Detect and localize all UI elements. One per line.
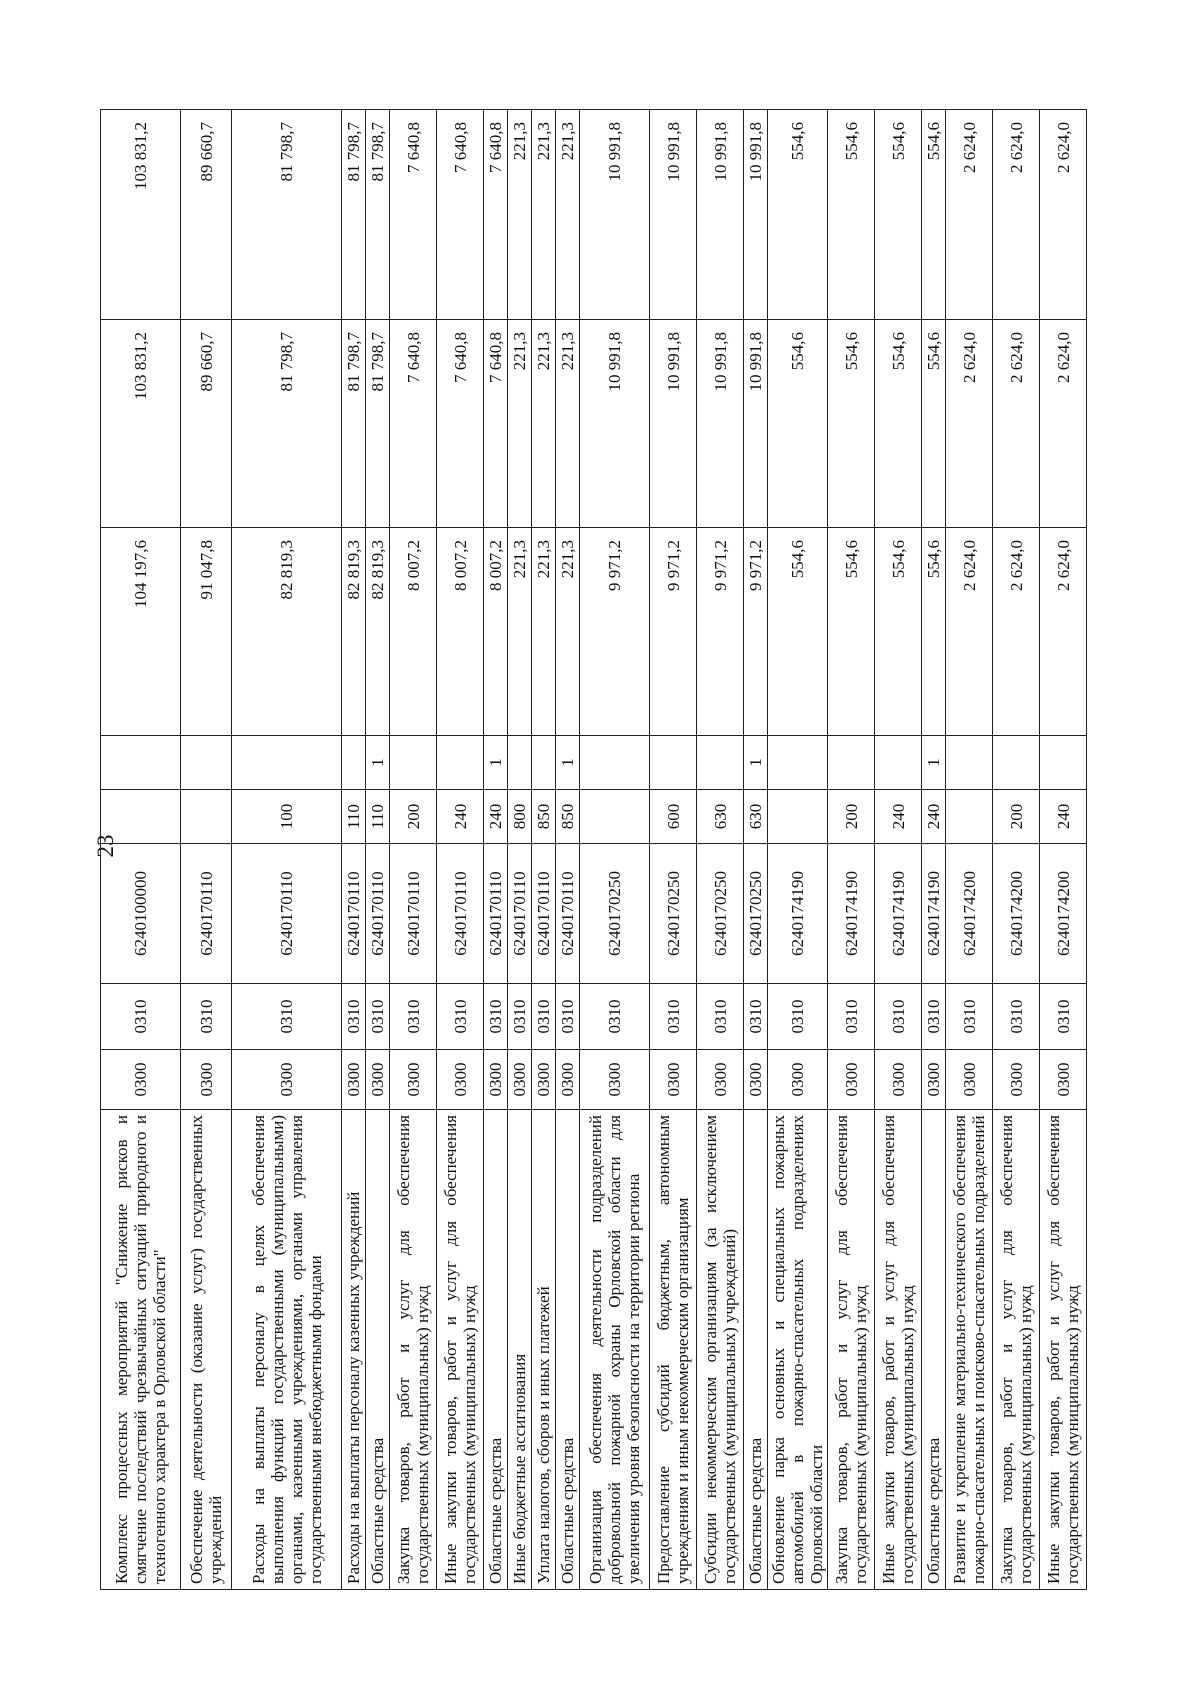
- row-name: Субсидии некоммерческим организациям (за исключением государственных (муниципальных) учреждений): [697, 1110, 744, 1590]
- funding-mark: [437, 736, 484, 790]
- row-name: Областные средства: [922, 1110, 946, 1590]
- funding-mark: 1: [484, 736, 508, 790]
- section-code: 0300: [768, 1050, 828, 1110]
- target-article-code: 6240174190: [922, 844, 946, 984]
- subsection-code: 0310: [181, 984, 232, 1050]
- amount-year-1: 82 819,3: [342, 528, 366, 736]
- expense-type-code: 200: [390, 790, 437, 844]
- expense-type-code: 850: [532, 790, 556, 844]
- target-article-code: 6240174200: [946, 844, 993, 984]
- expense-type-code: 800: [508, 790, 532, 844]
- funding-mark: [650, 736, 697, 790]
- expense-type-code: [768, 790, 828, 844]
- expense-type-code: 100: [232, 790, 342, 844]
- budget-table: [100, 109, 1087, 1590]
- amount-year-2: 554,6: [768, 320, 828, 528]
- section-code: 0300: [342, 1050, 366, 1110]
- section-code: 0300: [556, 1050, 580, 1110]
- section-code: 0300: [366, 1050, 390, 1110]
- amount-year-2: 554,6: [922, 320, 946, 528]
- amount-year-2: 10 991,8: [697, 320, 744, 528]
- section-code: 0300: [744, 1050, 768, 1110]
- amount-year-1: 9 971,2: [580, 528, 650, 736]
- subsection-code: 0310: [580, 984, 650, 1050]
- target-article-code: 6240170250: [697, 844, 744, 984]
- table-row: [922, 110, 946, 1590]
- table-row: [1040, 110, 1087, 1590]
- funding-mark: [532, 736, 556, 790]
- amount-year-2: 10 991,8: [650, 320, 697, 528]
- subsection-code: 0310: [1040, 984, 1087, 1050]
- target-article-code: 6240170250: [744, 844, 768, 984]
- target-article-code: 6240174190: [875, 844, 922, 984]
- target-article-code: 6240170110: [232, 844, 342, 984]
- amount-year-1: 9 971,2: [744, 528, 768, 736]
- target-article-code: 6240170110: [390, 844, 437, 984]
- subsection-code: 0310: [101, 984, 181, 1050]
- subsection-code: 0310: [650, 984, 697, 1050]
- row-name: Закупка товаров, работ и услуг для обеспечения государственных (муниципальных) нужд: [390, 1110, 437, 1590]
- amount-year-3: 554,6: [922, 110, 946, 320]
- amount-year-1: 8 007,2: [437, 528, 484, 736]
- amount-year-2: 221,3: [556, 320, 580, 528]
- amount-year-3: 89 660,7: [181, 110, 232, 320]
- expense-type-code: [580, 790, 650, 844]
- target-article-code: 6240170110: [342, 844, 366, 984]
- section-code: 0300: [484, 1050, 508, 1110]
- amount-year-1: 554,6: [875, 528, 922, 736]
- amount-year-2: 554,6: [828, 320, 875, 528]
- funding-mark: [768, 736, 828, 790]
- expense-type-code: [946, 790, 993, 844]
- amount-year-3: 81 798,7: [342, 110, 366, 320]
- amount-year-3: 2 624,0: [1040, 110, 1087, 320]
- target-article-code: 6240100000: [101, 844, 181, 984]
- subsection-code: 0310: [922, 984, 946, 1050]
- target-article-code: 6240170250: [580, 844, 650, 984]
- section-code: 0300: [532, 1050, 556, 1110]
- row-name: Областные средства: [484, 1110, 508, 1590]
- amount-year-2: 10 991,8: [744, 320, 768, 528]
- target-article-code: 6240170250: [650, 844, 697, 984]
- subsection-code: 0310: [532, 984, 556, 1050]
- page-number: 23: [93, 834, 118, 858]
- row-name: Расходы на выплаты персоналу в целях обеспечения выполнения функций государственными (муниципальными) органами, казенными учреждениями, органами управления государственными внебюджетными фондами: [232, 1110, 342, 1590]
- table-row: [768, 110, 828, 1590]
- table-row: [532, 110, 556, 1590]
- subsection-code: 0310: [508, 984, 532, 1050]
- target-article-code: 6240174200: [993, 844, 1040, 984]
- amount-year-1: 9 971,2: [650, 528, 697, 736]
- amount-year-3: 10 991,8: [650, 110, 697, 320]
- amount-year-1: 82 819,3: [232, 528, 342, 736]
- section-code: 0300: [875, 1050, 922, 1110]
- funding-mark: [875, 736, 922, 790]
- section-code: 0300: [580, 1050, 650, 1110]
- section-code: 0300: [946, 1050, 993, 1110]
- section-code: 0300: [508, 1050, 532, 1110]
- section-code: 0300: [232, 1050, 342, 1110]
- target-article-code: 6240170110: [556, 844, 580, 984]
- funding-mark: [828, 736, 875, 790]
- amount-year-2: 81 798,7: [342, 320, 366, 528]
- section-code: 0300: [650, 1050, 697, 1110]
- subsection-code: 0310: [556, 984, 580, 1050]
- amount-year-3: 10 991,8: [580, 110, 650, 320]
- row-name: Закупка товаров, работ и услуг для обеспечения государственных (муниципальных) нужд: [828, 1110, 875, 1590]
- expense-type-code: 850: [556, 790, 580, 844]
- expense-type-code: 240: [875, 790, 922, 844]
- subsection-code: 0310: [946, 984, 993, 1050]
- funding-mark: [232, 736, 342, 790]
- amount-year-2: 221,3: [508, 320, 532, 528]
- amount-year-3: 7 640,8: [390, 110, 437, 320]
- amount-year-1: 221,3: [532, 528, 556, 736]
- amount-year-2: 7 640,8: [390, 320, 437, 528]
- subsection-code: 0310: [437, 984, 484, 1050]
- amount-year-1: 554,6: [768, 528, 828, 736]
- row-name: Закупка товаров, работ и услуг для обеспечения государственных (муниципальных) нужд: [993, 1110, 1040, 1590]
- amount-year-1: 221,3: [556, 528, 580, 736]
- amount-year-1: 2 624,0: [1040, 528, 1087, 736]
- amount-year-2: 7 640,8: [484, 320, 508, 528]
- funding-mark: [946, 736, 993, 790]
- subsection-code: 0310: [390, 984, 437, 1050]
- section-code: 0300: [181, 1050, 232, 1110]
- amount-year-3: 554,6: [875, 110, 922, 320]
- amount-year-1: 2 624,0: [993, 528, 1040, 736]
- amount-year-3: 2 624,0: [946, 110, 993, 320]
- rotated-table-container: [100, 110, 1100, 1590]
- row-name: Комплекс процессных мероприятий "Снижение рисков и смягчение последствий чрезвычайных ситуаций природного и техногенного характера в Орловской области": [101, 1110, 181, 1590]
- table-row: [366, 110, 390, 1590]
- expense-type-code: 600: [650, 790, 697, 844]
- subsection-code: 0310: [697, 984, 744, 1050]
- funding-mark: [181, 736, 232, 790]
- expense-type-code: 240: [484, 790, 508, 844]
- expense-type-code: 240: [1040, 790, 1087, 844]
- amount-year-3: 221,3: [508, 110, 532, 320]
- subsection-code: 0310: [828, 984, 875, 1050]
- table-row: [697, 110, 744, 1590]
- subsection-code: 0310: [768, 984, 828, 1050]
- funding-mark: [993, 736, 1040, 790]
- expense-type-code: 630: [744, 790, 768, 844]
- amount-year-2: 2 624,0: [946, 320, 993, 528]
- subsection-code: 0310: [342, 984, 366, 1050]
- amount-year-3: 221,3: [556, 110, 580, 320]
- row-name: Областные средства: [744, 1110, 768, 1590]
- target-article-code: 6240170110: [437, 844, 484, 984]
- expense-type-code: 630: [697, 790, 744, 844]
- funding-mark: [390, 736, 437, 790]
- row-name: Областные средства: [556, 1110, 580, 1590]
- table-row: [946, 110, 993, 1590]
- target-article-code: 6240174190: [828, 844, 875, 984]
- amount-year-2: 554,6: [875, 320, 922, 528]
- section-code: 0300: [697, 1050, 744, 1110]
- expense-type-code: 110: [366, 790, 390, 844]
- table-row: [342, 110, 366, 1590]
- amount-year-1: 8 007,2: [390, 528, 437, 736]
- amount-year-2: 103 831,2: [101, 320, 181, 528]
- row-name: Иные бюджетные ассигнования: [508, 1110, 532, 1590]
- row-name: Иные закупки товаров, работ и услуг для обеспечения государственных (муниципальных) нужд: [875, 1110, 922, 1590]
- amount-year-3: 10 991,8: [697, 110, 744, 320]
- amount-year-2: 221,3: [532, 320, 556, 528]
- table-row: [232, 110, 342, 1590]
- amount-year-3: 2 624,0: [993, 110, 1040, 320]
- table-row: [744, 110, 768, 1590]
- expense-type-code: 200: [828, 790, 875, 844]
- section-code: 0300: [828, 1050, 875, 1110]
- subsection-code: 0310: [993, 984, 1040, 1050]
- amount-year-3: 10 991,8: [744, 110, 768, 320]
- amount-year-1: 82 819,3: [366, 528, 390, 736]
- row-name: Расходы на выплаты персоналу казенных учреждений: [342, 1110, 366, 1590]
- target-article-code: 6240170110: [532, 844, 556, 984]
- amount-year-1: 221,3: [508, 528, 532, 736]
- section-code: 0300: [1040, 1050, 1087, 1110]
- amount-year-2: 2 624,0: [1040, 320, 1087, 528]
- table-row: [181, 110, 232, 1590]
- budget-table-body: [101, 110, 1087, 1590]
- amount-year-1: 2 624,0: [946, 528, 993, 736]
- amount-year-3: 81 798,7: [366, 110, 390, 320]
- row-name: Организация обеспечения деятельности подразделений добровольной пожарной охраны Орловской области для увеличения уровня безопасности на территории региона: [580, 1110, 650, 1590]
- table-row: [580, 110, 650, 1590]
- section-code: 0300: [993, 1050, 1040, 1110]
- table-row: [437, 110, 484, 1590]
- row-name: Обновление парка основных и специальных пожарных автомобилей в пожарно-спасательных подразделениях Орловской области: [768, 1110, 828, 1590]
- subsection-code: 0310: [232, 984, 342, 1050]
- amount-year-2: 10 991,8: [580, 320, 650, 528]
- amount-year-3: 554,6: [768, 110, 828, 320]
- amount-year-3: 221,3: [532, 110, 556, 320]
- section-code: 0300: [437, 1050, 484, 1110]
- amount-year-3: 554,6: [828, 110, 875, 320]
- funding-mark: 1: [366, 736, 390, 790]
- amount-year-2: 81 798,7: [232, 320, 342, 528]
- amount-year-1: 554,6: [828, 528, 875, 736]
- table-row: [101, 110, 181, 1590]
- table-row: [993, 110, 1040, 1590]
- table-row: [556, 110, 580, 1590]
- amount-year-3: 7 640,8: [437, 110, 484, 320]
- row-name: Областные средства: [366, 1110, 390, 1590]
- table-row: [390, 110, 437, 1590]
- expense-type-code: 240: [437, 790, 484, 844]
- target-article-code: 6240170110: [366, 844, 390, 984]
- row-name: Предоставление субсидий бюджетным, автономным учреждениям и иным некоммерческим организациям: [650, 1110, 697, 1590]
- funding-mark: [508, 736, 532, 790]
- table-row: [828, 110, 875, 1590]
- target-article-code: 6240174190: [768, 844, 828, 984]
- amount-year-1: 104 197,6: [101, 528, 181, 736]
- amount-year-3: 81 798,7: [232, 110, 342, 320]
- target-article-code: 6240170110: [484, 844, 508, 984]
- subsection-code: 0310: [744, 984, 768, 1050]
- funding-mark: [697, 736, 744, 790]
- amount-year-2: 2 624,0: [993, 320, 1040, 528]
- expense-type-code: 240: [922, 790, 946, 844]
- subsection-code: 0310: [875, 984, 922, 1050]
- amount-year-1: 8 007,2: [484, 528, 508, 736]
- target-article-code: 6240170110: [508, 844, 532, 984]
- expense-type-code: 200: [993, 790, 1040, 844]
- expense-type-code: [181, 790, 232, 844]
- row-name: Иные закупки товаров, работ и услуг для обеспечения государственных (муниципальных) нужд: [437, 1110, 484, 1590]
- funding-mark: 1: [556, 736, 580, 790]
- row-name: Иные закупки товаров, работ и услуг для обеспечения государственных (муниципальных) нужд: [1040, 1110, 1087, 1590]
- table-row: [508, 110, 532, 1590]
- expense-type-code: [101, 790, 181, 844]
- amount-year-2: 81 798,7: [366, 320, 390, 528]
- funding-mark: 1: [922, 736, 946, 790]
- funding-mark: [580, 736, 650, 790]
- funding-mark: 1: [744, 736, 768, 790]
- subsection-code: 0310: [366, 984, 390, 1050]
- table-row: [484, 110, 508, 1590]
- amount-year-1: 91 047,8: [181, 528, 232, 736]
- table-row: [650, 110, 697, 1590]
- row-name: Уплата налогов, сборов и иных платежей: [532, 1110, 556, 1590]
- table-row: [875, 110, 922, 1590]
- amount-year-2: 89 660,7: [181, 320, 232, 528]
- funding-mark: [1040, 736, 1087, 790]
- amount-year-1: 9 971,2: [697, 528, 744, 736]
- row-name: Обеспечение деятельности (оказание услуг) государственных учреждений: [181, 1110, 232, 1590]
- amount-year-2: 7 640,8: [437, 320, 484, 528]
- funding-mark: [101, 736, 181, 790]
- row-name: Развитие и укрепление материально-технического обеспечения пожарно-спасательных и поисково-спасательных подразделений: [946, 1110, 993, 1590]
- amount-year-3: 7 640,8: [484, 110, 508, 320]
- section-code: 0300: [101, 1050, 181, 1110]
- amount-year-3: 103 831,2: [101, 110, 181, 320]
- expense-type-code: 110: [342, 790, 366, 844]
- subsection-code: 0310: [484, 984, 508, 1050]
- amount-year-1: 554,6: [922, 528, 946, 736]
- section-code: 0300: [922, 1050, 946, 1110]
- target-article-code: 6240174200: [1040, 844, 1087, 984]
- funding-mark: [342, 736, 366, 790]
- section-code: 0300: [390, 1050, 437, 1110]
- target-article-code: 6240170110: [181, 844, 232, 984]
